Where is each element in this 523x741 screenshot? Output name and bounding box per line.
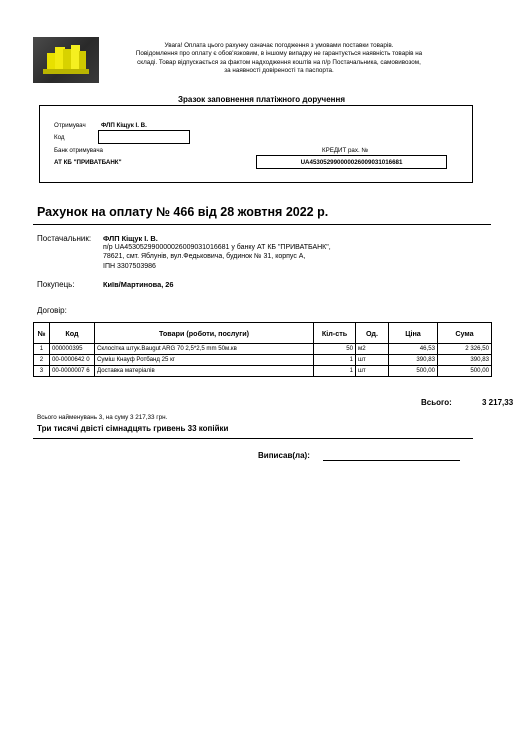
supplier-line: ІПН 3307503986: [103, 262, 156, 270]
row-unit: шт: [356, 366, 389, 377]
row-price: 500,00: [389, 366, 438, 377]
notice-line: складі. Товар відпускається за фактом надходження коштів на п/р Постачальника, самовивозом,: [137, 58, 421, 66]
row-sum: 2 326,50: [438, 344, 492, 355]
row-number: 3: [34, 366, 50, 377]
payment-notice: [112, 42, 446, 76]
bank-value: АТ КБ "ПРИВАТБАНК": [54, 159, 122, 166]
invoice-title: Рахунок на оплату № 466 від 28 жовтня 2022 р.: [37, 205, 329, 219]
row-sum: 390,83: [438, 355, 492, 366]
row-price: 390,83: [389, 355, 438, 366]
col-header-number: №: [34, 323, 50, 344]
col-header-unit: Од.: [356, 323, 389, 344]
supplier-details: [103, 243, 331, 271]
row-unit: м2: [356, 344, 389, 355]
issued-by-label: Виписав(ла):: [258, 451, 310, 460]
code-field: [98, 130, 190, 144]
table-row: [34, 344, 492, 355]
amount-in-words: Три тисячі двісті сімнадцять гривень 33 копійки: [37, 424, 229, 433]
col-header-code: Код: [50, 323, 95, 344]
row-number: 1: [34, 344, 50, 355]
row-name: Суміш Кнауф Ротбанд 25 кг: [95, 355, 314, 366]
row-code: 000000395: [50, 344, 95, 355]
row-sum: 500,00: [438, 366, 492, 377]
buyer-value: Київ/Мартинова, 26: [103, 280, 174, 289]
total-value: 3 217,33: [482, 398, 514, 407]
credit-account-label: КРЕДИТ рах. №: [322, 147, 369, 154]
contract-label: Договір:: [37, 306, 67, 315]
col-header-sum: Сума: [438, 323, 492, 344]
payment-sample-box: [39, 105, 473, 183]
bank-label: Банк отримувача: [54, 147, 103, 154]
notice-line: Повідомлення про оплату є обов'язковим, в іншому випадку не гарантується наявність товарів на: [135, 50, 423, 58]
buyer-label: Покупець:: [37, 280, 75, 289]
supplier-name: ФЛП Кіщук І. В.: [103, 234, 158, 243]
supplier-label: Постачальник:: [37, 234, 92, 243]
col-header-price: Ціна: [389, 323, 438, 344]
col-header-quantity: Кіл-сть: [314, 323, 356, 344]
code-label: Код: [54, 134, 65, 141]
signature-line: [323, 460, 460, 461]
bottom-divider: [33, 438, 473, 439]
row-qty: 1: [314, 355, 356, 366]
row-code: 00-0000007 6: [50, 366, 95, 377]
col-header-goods: Товари (роботи, послуги): [95, 323, 314, 344]
row-price: 46,53: [389, 344, 438, 355]
recipient-label: Отримувач: [54, 122, 86, 129]
row-qty: 50: [314, 344, 356, 355]
row-name: Склосітка штук.Baugut ARG 70 2,5*2,5 mm 50м.кв: [95, 344, 314, 355]
recipient-value: ФЛП Кіщук І. В.: [101, 122, 147, 129]
supplier-line: 78621, смт. Яблунів, вул.Федьковича, будинок № 31, корпус А,: [103, 253, 306, 261]
row-code: 00-0000642 0: [50, 355, 95, 366]
table-row: [34, 366, 492, 377]
title-divider: [33, 224, 491, 225]
table-row: [34, 355, 492, 366]
notice-line: за наявності довіреності та паспорта.: [224, 67, 334, 75]
row-qty: 1: [314, 366, 356, 377]
table-header-row: [34, 323, 492, 344]
notice-line: Увага! Оплата цього рахунку означає погодження з умовами поставки товарів.: [164, 42, 394, 49]
row-number: 2: [34, 355, 50, 366]
supplier-line: п/р UA453052990000026009031016681 у банку АТ КБ "ПРИВАТБАНК",: [103, 244, 331, 251]
items-count-summary: Всього найменувань 3, на суму 3 217,33 грн.: [37, 414, 168, 421]
items-table: [33, 322, 492, 377]
account-number-field: UA453052990000026009031016681: [256, 155, 447, 169]
row-name: Доставка матеріалів: [95, 366, 314, 377]
payment-sample-title: Зразок заповнення платіжного доручення: [178, 95, 345, 104]
company-logo: [33, 37, 99, 83]
row-unit: шт: [356, 355, 389, 366]
total-label: Всього:: [421, 398, 452, 407]
